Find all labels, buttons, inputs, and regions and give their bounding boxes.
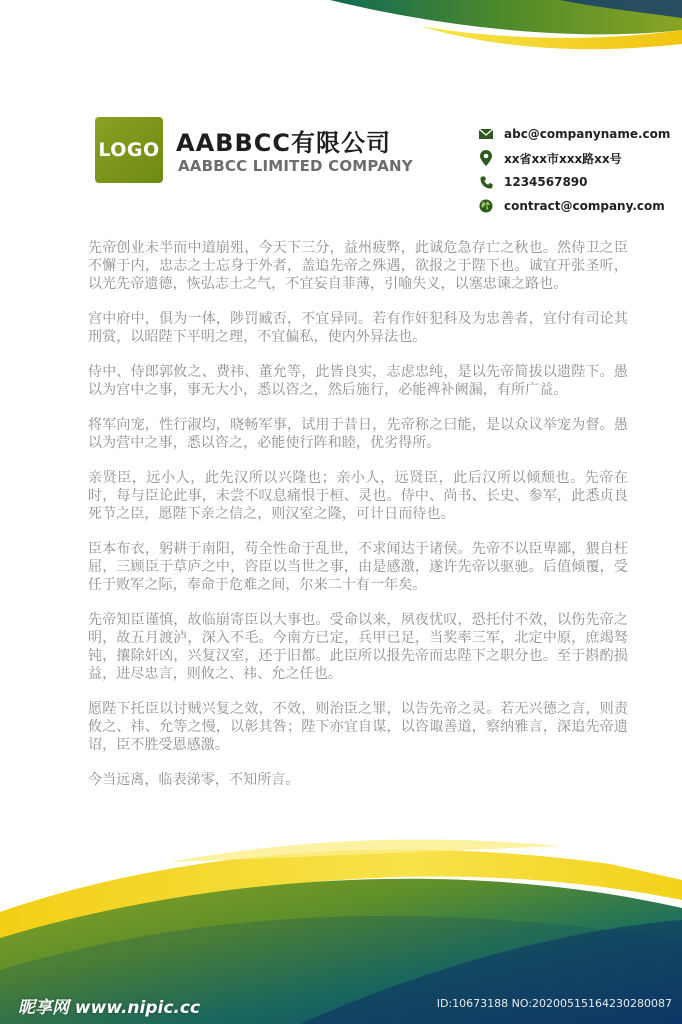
company-name-cn: AABBCC有限公司 bbox=[176, 129, 391, 157]
site-watermark: 昵享网 www.nipic.cc bbox=[18, 998, 201, 1018]
top-decoration bbox=[0, 0, 682, 80]
paragraph: 先帝创业未半而中道崩殂，今天下三分，益州疲弊，此诚危急存亡之秋也。然侍卫之臣不懈于内，忠志之士忘身于外者，盖追先帝之殊遇，欲报之于陛下也。诚宜开张圣听，以光先帝遗德，恢弘志士之气，不宜妄自菲薄，引喻失义，以塞忠谏之路也。 bbox=[88, 240, 628, 292]
paragraph: 宫中府中，俱为一体，陟罚臧否，不宜异同。若有作奸犯科及为忠善者，宜付有司论其刑赏，以昭陛下平明之理，不宜偏私，使内外异法也。 bbox=[88, 311, 628, 345]
location-pin-icon bbox=[478, 150, 494, 166]
contact-email bbox=[478, 123, 670, 145]
paragraph: 将军向宠，性行淑均，晓畅军事，试用于昔日，先帝称之曰能，是以众议举宠为督。愚以为营中之事，悉以咨之，必能使行阵和睦，优劣得所。 bbox=[88, 417, 628, 451]
contact-web-text: contract@company.com bbox=[504, 199, 665, 213]
id-watermark: ID:10673188 NO:20200515164230280087 bbox=[436, 997, 672, 1010]
globe-icon bbox=[478, 198, 494, 214]
contact-phone bbox=[478, 171, 588, 193]
paragraph: 臣本布衣，躬耕于南阳，苟全性命于乱世，不求闻达于诸侯。先帝不以臣卑鄙，猥自枉屈，三顾臣于草庐之中，咨臣以当世之事，由是感激，遂许先帝以驱驰。后值倾覆，受任于败军之际，奉命于危难之间，尔来二十有一年矣。 bbox=[88, 541, 628, 593]
contact-phone-text: 1234567890 bbox=[504, 175, 588, 189]
paragraph: 愿陛下托臣以讨贼兴复之效，不效，则治臣之罪，以告先帝之灵。若无兴德之言，则责攸之、祎、允等之慢，以彰其咎；陛下亦宜自谋，以咨诹善道，察纳雅言，深追先帝遗诏，臣不胜受恩感激。 bbox=[88, 701, 628, 753]
contact-address bbox=[478, 147, 622, 169]
letter-body bbox=[88, 239, 628, 806]
contact-email-text: abc@companyname.com bbox=[504, 127, 671, 141]
email-icon bbox=[478, 126, 494, 142]
logo-label: LOGO bbox=[98, 139, 160, 161]
paragraph: 侍中、侍郎郭攸之、费祎、董允等，此皆良实，志虑忠纯，是以先帝简拔以遗陛下。愚以为宫中之事，事无大小，悉以咨之，然后施行，必能裨补阙漏，有所广益。 bbox=[88, 364, 628, 398]
paragraph: 今当远离，临表涕零，不知所言。 bbox=[88, 772, 300, 788]
contact-address-text: xx省xx市xxx路xx号 bbox=[504, 151, 622, 166]
paragraph: 先帝知臣谨慎，故临崩寄臣以大事也。受命以来，夙夜忧叹，恐托付不效，以伤先帝之明，故五月渡泸，深入不毛。今南方已定，兵甲已足，当奖率三军，北定中原，庶竭驽钝，攘除奸凶，兴复汉室，还于旧都。此臣所以报先帝而忠陛下之职分也。至于斟酌损益，进尽忠言，则攸之、祎、允之任也。 bbox=[88, 612, 628, 682]
contact-web bbox=[478, 195, 665, 217]
company-name-en: AABBCC LIMITED COMPANY bbox=[178, 157, 413, 175]
logo bbox=[95, 117, 163, 183]
paragraph: 亲贤臣，远小人，此先汉所以兴隆也；亲小人，远贤臣，此后汉所以倾颓也。先帝在时，每与臣论此事，未尝不叹息痛恨于桓、灵也。侍中、尚书、长史、参军，此悉贞良死节之臣，愿陛下亲之信之，则汉室之隆，可计日而待也。 bbox=[88, 470, 628, 522]
phone-icon bbox=[478, 174, 494, 190]
